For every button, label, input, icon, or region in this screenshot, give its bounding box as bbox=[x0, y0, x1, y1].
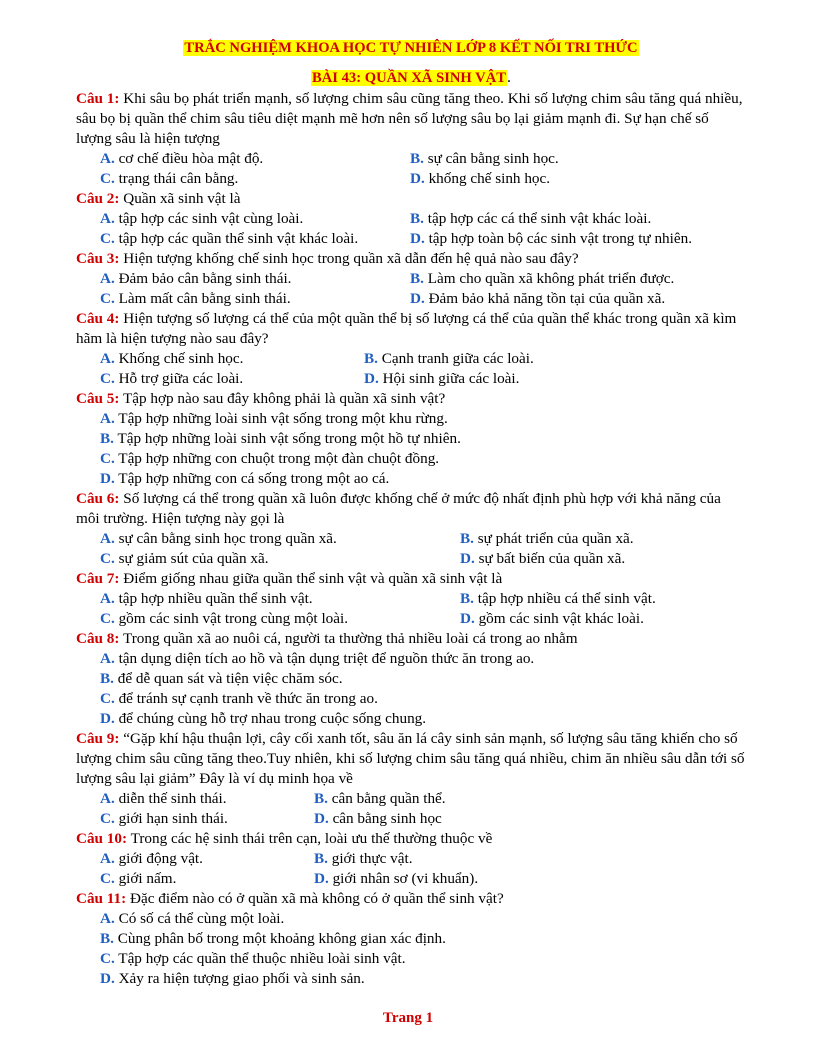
option-row bbox=[100, 449, 746, 469]
option-group bbox=[100, 789, 746, 829]
option-text: Tập hợp các quần thể thuộc nhiều loài sinh vật. bbox=[114, 950, 406, 967]
answer-option bbox=[410, 150, 559, 167]
option-letter: D. bbox=[460, 550, 475, 567]
option-letter: A. bbox=[100, 910, 115, 927]
question-text: Trong quần xã ao nuôi cá, người ta thường thả nhiều loài cá trong ao nhằm bbox=[119, 630, 578, 647]
option-row bbox=[100, 529, 746, 549]
option-letter: D. bbox=[314, 870, 329, 887]
option-letter: C. bbox=[100, 950, 115, 967]
option-text: khống chế sinh học. bbox=[424, 170, 551, 187]
question-label: Câu 6: bbox=[76, 490, 120, 507]
question-text: Đặc điểm nào có ở quần xã mà không có ở quần thể sinh vật? bbox=[126, 890, 504, 907]
answer-option bbox=[410, 290, 665, 307]
answer-option bbox=[100, 430, 461, 447]
option-text: cơ chế điều hòa mật độ. bbox=[114, 150, 264, 167]
option-letter: A. bbox=[100, 210, 115, 227]
question-2 bbox=[76, 189, 746, 209]
option-group bbox=[100, 589, 746, 629]
option-letter: B. bbox=[100, 430, 114, 447]
answer-option bbox=[410, 230, 692, 247]
answer-option bbox=[100, 230, 358, 247]
question-6 bbox=[76, 489, 746, 529]
answer-option bbox=[314, 810, 442, 827]
option-text: giới hạn sinh thái. bbox=[114, 810, 228, 827]
option-row bbox=[100, 589, 746, 609]
page-number: Trang 1 bbox=[382, 1010, 434, 1026]
answer-option bbox=[364, 370, 519, 387]
option-letter: C. bbox=[100, 450, 115, 467]
question-text: Trong các hệ sinh thái trên cạn, loài ưu thế thường thuộc về bbox=[127, 830, 493, 847]
option-text: Hỗ trợ giữa các loài. bbox=[114, 370, 244, 387]
question-text: Hiện tượng khống chế sinh học trong quần xã dẫn đến hệ quả nào sau đây? bbox=[119, 250, 579, 267]
question-text: Khi sâu bọ phát triển mạnh, số lượng chim sâu cũng tăng theo. Khi số lượng chim sâu tăng quá nhiều, sâu bọ bị quần thể chim sâu tiêu diệt mạnh mẽ hơn nên số lượng sâu bọ lại giảm mạnh đi. Sự hạn chế số lượng sâu là hiện tượng bbox=[76, 90, 743, 147]
option-row bbox=[100, 709, 746, 729]
option-row bbox=[100, 269, 746, 289]
option-letter: B. bbox=[314, 790, 328, 807]
option-text: giới nấm. bbox=[114, 870, 177, 887]
option-text: cân bằng sinh học bbox=[328, 810, 442, 827]
option-text: gồm các sinh vật trong cùng một loài. bbox=[114, 610, 349, 627]
answer-option bbox=[100, 930, 446, 947]
option-letter: B. bbox=[364, 350, 378, 367]
answer-option bbox=[100, 710, 426, 727]
doc-title-row bbox=[76, 37, 746, 59]
option-group bbox=[100, 649, 746, 729]
option-letter: A. bbox=[100, 150, 115, 167]
option-text: tập hợp các sinh vật cùng loài. bbox=[114, 210, 304, 227]
answer-option bbox=[100, 690, 378, 707]
option-text: giới thực vật. bbox=[327, 850, 413, 867]
option-text: giới nhân sơ (vi khuẩn). bbox=[328, 870, 479, 887]
option-letter: B. bbox=[460, 590, 474, 607]
question-label: Câu 8: bbox=[76, 630, 120, 647]
option-letter: D. bbox=[100, 970, 115, 987]
answer-option bbox=[100, 650, 534, 667]
option-text: tập hợp các cá thể sinh vật khác loài. bbox=[423, 210, 652, 227]
question-label: Câu 10: bbox=[76, 830, 128, 847]
option-text: Làm cho quần xã không phát triển được. bbox=[423, 270, 675, 287]
option-text: để dễ quan sát và tiện việc chăm sóc. bbox=[113, 670, 343, 687]
answer-option bbox=[100, 530, 337, 547]
option-text: gồm các sinh vật khác loài. bbox=[474, 610, 644, 627]
option-row bbox=[100, 609, 746, 629]
option-text: sự bất biến của quần xã. bbox=[474, 550, 626, 567]
option-text: trạng thái cân bằng. bbox=[114, 170, 239, 187]
question-11 bbox=[76, 889, 746, 909]
option-row bbox=[100, 949, 746, 969]
answer-option bbox=[100, 810, 228, 827]
answer-option bbox=[100, 450, 439, 467]
option-letter: B. bbox=[460, 530, 474, 547]
answer-option bbox=[100, 150, 263, 167]
question-10 bbox=[76, 829, 746, 849]
option-letter: C. bbox=[100, 610, 115, 627]
option-letter: C. bbox=[100, 870, 115, 887]
option-text: để chúng cùng hỗ trợ nhau trong cuộc sống chung. bbox=[114, 710, 427, 727]
answer-option bbox=[460, 550, 625, 567]
option-letter: D. bbox=[410, 290, 425, 307]
answer-option bbox=[100, 610, 348, 627]
option-letter: C. bbox=[100, 230, 115, 247]
option-letter: A. bbox=[100, 270, 115, 287]
option-row bbox=[100, 649, 746, 669]
option-group bbox=[100, 409, 746, 489]
question-label: Câu 11: bbox=[76, 890, 127, 907]
option-text: để tránh sự cạnh tranh về thức ăn trong ao. bbox=[114, 690, 378, 707]
option-row bbox=[100, 369, 746, 389]
option-row bbox=[100, 689, 746, 709]
option-letter: C. bbox=[100, 690, 115, 707]
option-row bbox=[100, 469, 746, 489]
answer-option bbox=[100, 370, 243, 387]
question-7 bbox=[76, 569, 746, 589]
option-group bbox=[100, 849, 746, 889]
option-text: Tập hợp những con cá sống trong một ao cá. bbox=[114, 470, 390, 487]
option-letter: B. bbox=[100, 930, 114, 947]
answer-option bbox=[100, 670, 343, 687]
answer-option bbox=[100, 270, 291, 287]
answer-option bbox=[460, 530, 634, 547]
answer-option bbox=[314, 870, 478, 887]
option-letter: C. bbox=[100, 810, 115, 827]
answer-option bbox=[460, 610, 644, 627]
option-text: Đảm bảo cân bằng sinh thái. bbox=[114, 270, 292, 287]
answer-option bbox=[100, 950, 406, 967]
option-text: tập hợp nhiều quần thể sinh vật. bbox=[114, 590, 313, 607]
option-text: sự phát triển của quần xã. bbox=[473, 530, 634, 547]
option-letter: A. bbox=[100, 650, 115, 667]
option-letter: D. bbox=[314, 810, 329, 827]
option-text: Cùng phân bố trong một khoảng không gian xác định. bbox=[113, 930, 446, 947]
option-text: Hội sinh giữa các loài. bbox=[378, 370, 520, 387]
answer-option bbox=[410, 270, 674, 287]
option-text: tập hợp toàn bộ các sinh vật trong tự nhiên. bbox=[424, 230, 692, 247]
option-text: Tập hợp những loài sinh vật sống trong một hồ tự nhiên. bbox=[113, 430, 461, 447]
option-row bbox=[100, 809, 746, 829]
option-row bbox=[100, 669, 746, 689]
option-letter: B. bbox=[410, 210, 424, 227]
question-9 bbox=[76, 729, 746, 789]
option-group bbox=[100, 209, 746, 249]
option-text: Khống chế sinh học. bbox=[114, 350, 244, 367]
option-text: tập hợp các quần thể sinh vật khác loài. bbox=[114, 230, 359, 247]
answer-option bbox=[100, 590, 313, 607]
option-group bbox=[100, 269, 746, 309]
question-text: Hiện tượng số lượng cá thể của một quần thể bị số lượng cá thể của quần thể khác trong quần xã kìm hãm là hiện tượng nào sau đây? bbox=[76, 310, 737, 347]
option-text: tận dụng diện tích ao hồ và tận dụng triệt để nguồn thức ăn trong ao. bbox=[114, 650, 535, 667]
option-letter: A. bbox=[100, 850, 115, 867]
question-text: “Gặp khí hậu thuận lợi, cây cối xanh tốt, sâu ăn lá cây sinh sản mạnh, số lượng sâu tăng khiến cho số lượng chim sâu cũng tăng theo.Tuy nhiên, khi số lượng chim sâu tăng quá nhiều, chim ăn nhiều sâu dẫn tới số lượng sâu lại giảm” Đây là ví dụ minh họa về bbox=[76, 730, 745, 787]
option-row bbox=[100, 429, 746, 449]
option-row bbox=[100, 149, 746, 169]
lesson-dot: . bbox=[506, 69, 511, 86]
question-text: Số lượng cá thể trong quần xã luôn được khống chế ở mức độ nhất định phù hợp với khả năng của môi trường. Hiện tượng này gọi là bbox=[76, 490, 721, 527]
question-label: Câu 5: bbox=[76, 390, 120, 407]
option-row bbox=[100, 209, 746, 229]
option-text: Xảy ra hiện tượng giao phối và sinh sản. bbox=[114, 970, 365, 987]
question-label: Câu 1: bbox=[76, 90, 120, 107]
option-letter: A. bbox=[100, 790, 115, 807]
option-letter: D. bbox=[100, 710, 115, 727]
answer-option bbox=[100, 170, 238, 187]
option-text: Có số cá thể cùng một loài. bbox=[114, 910, 285, 927]
answer-option bbox=[100, 870, 176, 887]
option-row bbox=[100, 849, 746, 869]
document-page bbox=[76, 36, 746, 989]
option-row bbox=[100, 409, 746, 429]
option-group bbox=[100, 349, 746, 389]
option-text: tập hợp nhiều cá thể sinh vật. bbox=[473, 590, 656, 607]
answer-option bbox=[100, 350, 243, 367]
answer-option bbox=[100, 970, 365, 987]
option-text: Làm mất cân bằng sinh thái. bbox=[114, 290, 291, 307]
option-letter: C. bbox=[100, 290, 115, 307]
answer-option bbox=[410, 170, 550, 187]
answer-option bbox=[100, 470, 389, 487]
option-text: cân bằng quần thể. bbox=[327, 790, 446, 807]
option-text: diễn thế sinh thái. bbox=[114, 790, 227, 807]
answer-option bbox=[100, 850, 203, 867]
option-letter: A. bbox=[100, 410, 115, 427]
question-label: Câu 4: bbox=[76, 310, 120, 327]
question-label: Câu 2: bbox=[76, 190, 120, 207]
option-text: Cạnh tranh giữa các loài. bbox=[377, 350, 534, 367]
option-letter: B. bbox=[410, 150, 424, 167]
option-text: sự cân bằng sinh học. bbox=[423, 150, 559, 167]
option-letter: A. bbox=[100, 350, 115, 367]
question-8 bbox=[76, 629, 746, 649]
option-row bbox=[100, 969, 746, 989]
option-text: sự giảm sút của quần xã. bbox=[114, 550, 269, 567]
option-letter: A. bbox=[100, 590, 115, 607]
option-text: Tập hợp những loài sinh vật sống trong một khu rừng. bbox=[114, 410, 448, 427]
lesson-title: BÀI 43: QUẦN XÃ SINH VẬT bbox=[312, 70, 506, 86]
answer-option bbox=[100, 410, 448, 427]
question-5 bbox=[76, 389, 746, 409]
question-4 bbox=[76, 309, 746, 349]
answer-option bbox=[460, 590, 656, 607]
answer-option bbox=[364, 350, 534, 367]
answer-option bbox=[100, 910, 284, 927]
option-row bbox=[100, 909, 746, 929]
option-letter: D. bbox=[364, 370, 379, 387]
answer-option bbox=[100, 550, 269, 567]
option-group bbox=[100, 529, 746, 569]
question-text: Tập hợp nào sau đây không phải là quần xã sinh vật? bbox=[119, 390, 446, 407]
question-label: Câu 9: bbox=[76, 730, 120, 747]
question-label: Câu 3: bbox=[76, 250, 120, 267]
question-text: Điểm giống nhau giữa quần thể sinh vật và quần xã sinh vật là bbox=[119, 570, 503, 587]
option-letter: B. bbox=[314, 850, 328, 867]
option-letter: C. bbox=[100, 550, 115, 567]
option-text: sự cân bằng sinh học trong quần xã. bbox=[114, 530, 337, 547]
answer-option bbox=[410, 210, 651, 227]
option-letter: D. bbox=[100, 470, 115, 487]
option-letter: A. bbox=[100, 530, 115, 547]
option-letter: D. bbox=[410, 170, 425, 187]
option-row bbox=[100, 789, 746, 809]
option-letter: C. bbox=[100, 170, 115, 187]
question-3 bbox=[76, 249, 746, 269]
option-row bbox=[100, 289, 746, 309]
answer-option bbox=[100, 210, 303, 227]
option-row bbox=[100, 869, 746, 889]
option-letter: B. bbox=[410, 270, 424, 287]
option-text: Đảm bảo khả năng tồn tại của quần xã. bbox=[424, 290, 666, 307]
lesson-title-row bbox=[76, 67, 746, 89]
option-group bbox=[100, 909, 746, 989]
option-letter: D. bbox=[410, 230, 425, 247]
option-row bbox=[100, 929, 746, 949]
question-1 bbox=[76, 89, 746, 149]
option-group bbox=[100, 149, 746, 189]
question-label: Câu 7: bbox=[76, 570, 120, 587]
answer-option bbox=[314, 850, 413, 867]
doc-title: TRẮC NGHIỆM KHOA HỌC TỰ NHIÊN LỚP 8 KẾT NỐI TRI THỨC bbox=[184, 40, 638, 56]
answer-option bbox=[100, 790, 227, 807]
answer-option bbox=[100, 290, 291, 307]
answer-option bbox=[314, 790, 446, 807]
option-letter: B. bbox=[100, 670, 114, 687]
option-row bbox=[100, 229, 746, 249]
option-letter: D. bbox=[460, 610, 475, 627]
option-text: Tập hợp những con chuột trong một đàn chuột đồng. bbox=[114, 450, 440, 467]
question-list bbox=[76, 89, 746, 989]
option-row bbox=[100, 169, 746, 189]
option-row bbox=[100, 349, 746, 369]
question-text: Quần xã sinh vật là bbox=[119, 190, 241, 207]
option-row bbox=[100, 549, 746, 569]
option-text: giới động vật. bbox=[114, 850, 203, 867]
option-letter: C. bbox=[100, 370, 115, 387]
